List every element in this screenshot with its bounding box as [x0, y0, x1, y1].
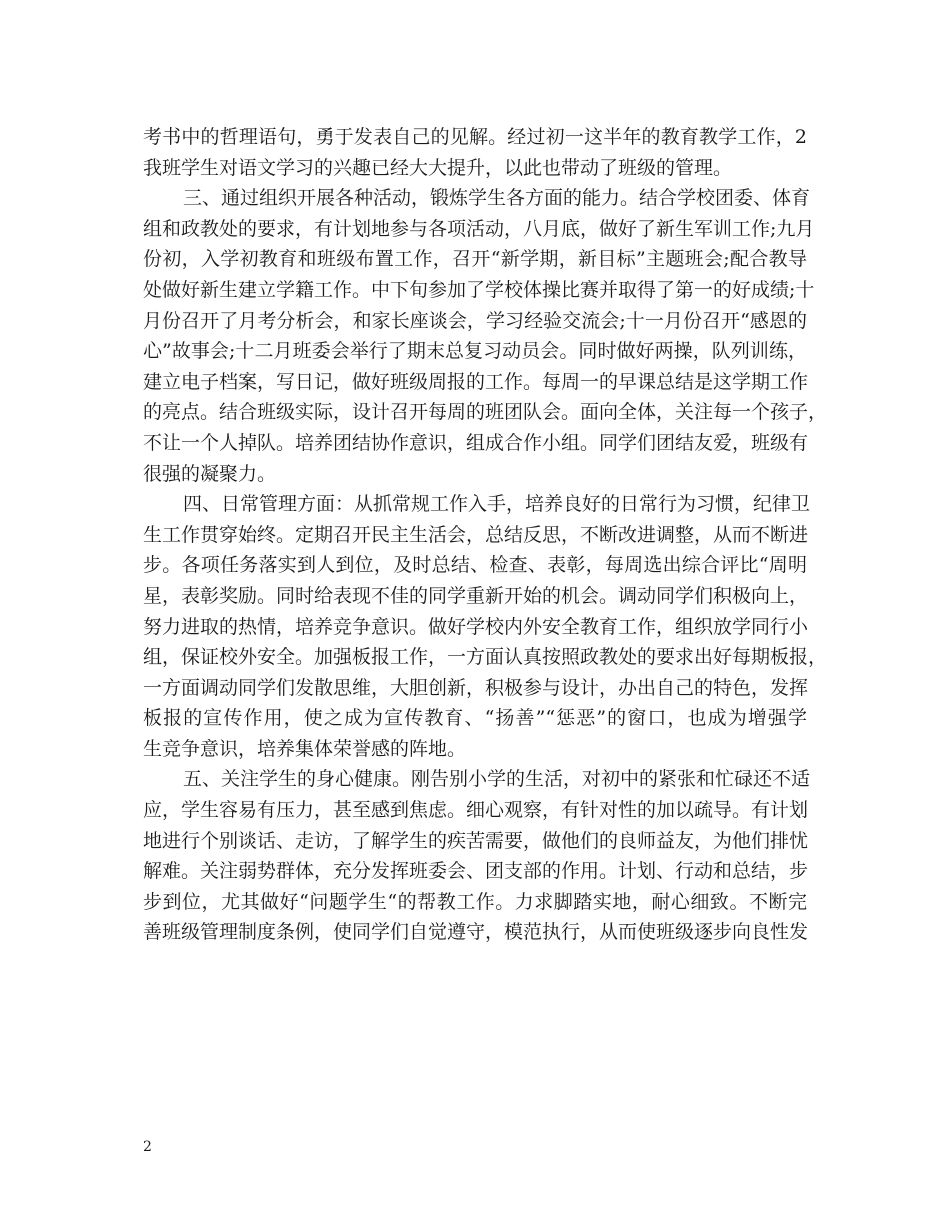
text-line: 建立电子档案，写日记，做好班级周报的工作。每周一的早课总结是这学期工作 — [143, 370, 809, 393]
text-line: 组和政教处的要求，有计划地参与各项活动，八月底，做好了新生军训工作;九月 — [143, 217, 815, 240]
text-line: 我班学生对语文学习的兴趣已经大大提升，以此也带动了班级的管理。 — [143, 156, 733, 179]
text-line: 月份召开了月考分析会，和家长座谈会，学习经验交流会;十一月份召开“感恩的 — [143, 309, 807, 332]
text-line: 很强的凝聚力。 — [143, 462, 277, 485]
text-line: 五、关注学生的身心健康。刚告别小学的生活，对初中的紧张和忙碌还不适 — [183, 768, 811, 791]
text-line: 三、通过组织开展各种活动，锻炼学生各方面的能力。结合学校团委、体育 — [183, 187, 811, 210]
text-line: 星，表彰奖励。同时给表现不佳的同学重新开始的机会。调动同学们积极向上， — [143, 584, 809, 607]
text-line: 心”故事会;十二月班委会举行了期末总复习动员会。同时做好两操，队列训练， — [143, 340, 807, 363]
text-line: 处做好新生建立学籍工作。中下旬参加了学校体操比赛并取得了第一的好成绩;十 — [143, 278, 815, 301]
text-line: 一方面调动同学们发散思维，大胆创新，积极参与设计，办出自己的特色，发挥 — [143, 676, 809, 699]
paragraph — [143, 122, 807, 183]
page-number: 2 — [143, 1139, 152, 1155]
text-line: 解难。关注弱势群体，充分发挥班委会、团支部的作用。计划、行动和总结，步 — [143, 860, 809, 883]
text-line: 生竞争意识，培养集体荣誉感的阵地。 — [143, 737, 467, 760]
text-line: 善班级管理制度条例，使同学们自觉遵守，模范执行，从而使班级逐步向良性发 — [143, 921, 809, 944]
text-line: 步。各项任务落实到人到位，及时总结、检查、表彰，每周选出综合评比“周明 — [143, 554, 807, 577]
text-line: 生工作贯穿始终。定期召开民主生活会，总结反思，不断改进调整，从而不断进 — [143, 523, 809, 546]
text-line: 步到位，尤其做好“问题学生“的帮教工作。力求脚踏实地，耐心细致。不断完 — [143, 890, 807, 913]
text-line: 努力进取的热情，培养竞争意识。做好学校内外安全教育工作，组织放学同行小 — [143, 615, 809, 638]
text-line: 份初，入学初教育和班级布置工作，召开“新学期，新目标”主题班会;配合教导 — [143, 248, 807, 271]
paragraph — [143, 489, 828, 764]
text-line: 地进行个别谈话、走访，了解学生的疾苦需要，做他们的良师益友，为他们排忧 — [143, 829, 809, 852]
paragraph — [143, 183, 828, 489]
text-line: 板报的宣传作用，使之成为宣传教育、“扬善”“惩恶”的窗口，也成为增强学 — [143, 707, 807, 730]
paragraph — [143, 764, 811, 948]
document-body — [143, 122, 828, 948]
text-line: 四、日常管理方面：从抓常规工作入手，培养良好的日常行为习惯，纪律卫 — [183, 493, 811, 516]
text-line: 组，保证校外安全。加强板报工作，一方面认真按照政教处的要求出好每期板报， — [143, 646, 828, 669]
text-line: 的亮点。结合班级实际，设计召开每周的班团队会。面向全体，关注每一个孩子， — [143, 401, 828, 424]
text-line: 应，学生容易有压力，甚至感到焦虑。细心观察，有针对性的加以疏导。有计划 — [143, 799, 809, 822]
text-line: 不让一个人掉队。培养团结协作意识，组成合作小组。同学们团结友爱，班级有 — [143, 431, 809, 454]
text-line: 考书中的哲理语句，勇于发表自己的见解。经过初一这半年的教育教学工作，2 — [143, 126, 807, 148]
